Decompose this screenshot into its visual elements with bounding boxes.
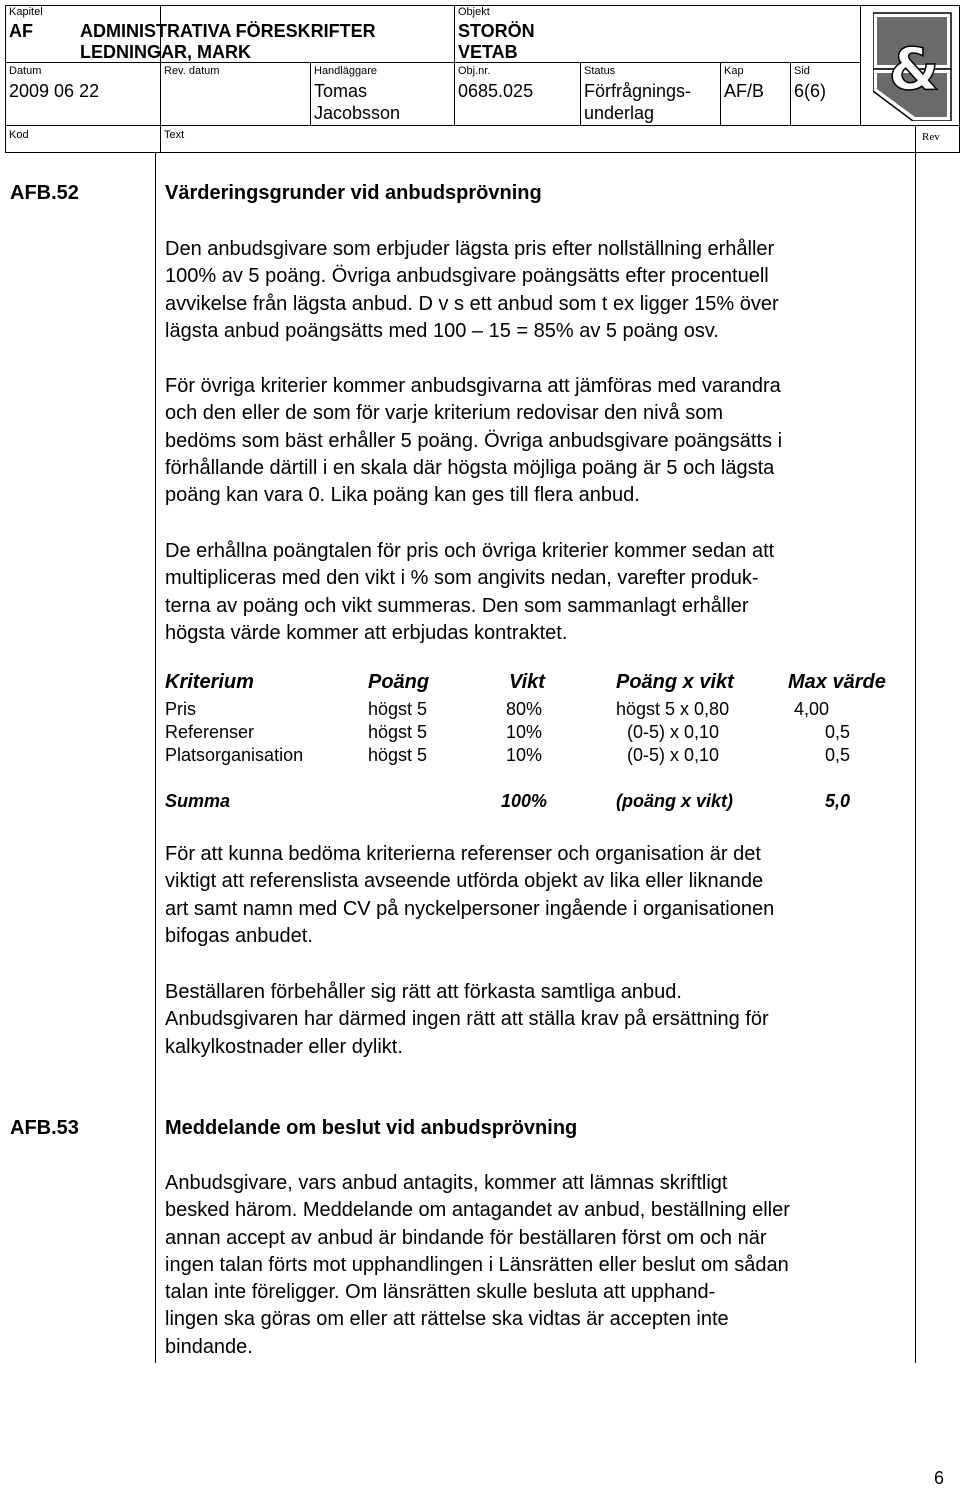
table-cell: 4,00 [794,699,830,719]
handlaggare-label: Handläggare [314,65,377,77]
table-header-row [165,671,905,693]
datum-value: 2009 06 22 [9,81,100,101]
table-sum-cell: Summa [165,791,231,811]
text-label: Text [164,129,185,141]
text-line: poäng kan vara 0. Lika poäng kan ges till flera anbud. [165,484,640,507]
text-line: talan inte föreligger. Om länsrätten skulle besluta att upphand- [165,1281,716,1304]
text-line: Anbudsgivaren har därmed ingen rätt att ställa krav på ersättning för [165,1008,769,1031]
kapitel-value: AF [9,21,33,41]
text-line: För att kunna bedöma kriterierna referenser och organisation är det [165,843,761,865]
table-header-cell: Poäng x vikt [616,671,734,693]
table-header-cell: Vikt [509,671,545,693]
sid-value: 6(6) [794,81,827,101]
section-code: AFB.52 [10,182,79,204]
table-header-cell: Kriterium [165,671,254,693]
rev-label: Rev [922,131,940,143]
table-sum-cell: 5,0 [825,791,851,811]
status-label: Status [584,65,616,77]
table-sum-cell: (poäng x vikt) [616,791,734,811]
text-line: kalkylkostnader eller dylikt. [165,1035,403,1058]
table-cell: (0-5) x 0,10 [627,722,720,742]
text-line: Anbudsgivare, vars anbud antagits, kommer att lämnas skriftligt [165,1172,728,1194]
header-col-divider [720,62,721,125]
objekt-label: Objekt [458,6,490,18]
text-line: 100% av 5 poäng. Övriga anbudsgivare poängsätts efter procentuell [165,265,769,288]
body-rev-divider [915,153,916,1363]
body-column-divider [155,153,156,1363]
text-line: Den anbudsgivare som erbjuder lägsta pris efter nollställning erhåller [165,238,775,260]
handlaggare-line2: Jacobsson [314,103,401,123]
table-cell: Platsorganisation [165,745,304,765]
table-cell: högst 5 [368,699,428,719]
kapitel-label: Kapitel [9,6,43,18]
header-col-divider [915,125,916,153]
text-line: besked härom. Meddelande om antagandet av anbud, beställning eller [165,1199,790,1222]
text-line: art samt namn med CV på nyckelpersoner ingående i organisationen [165,897,775,920]
table-cell: (0-5) x 0,10 [627,745,720,765]
handlaggare-line1: Tomas [314,81,368,101]
table-cell: högst 5 x 0,80 [616,699,730,719]
section-heading: Värderingsgrunder vid anbudsprövning [165,182,542,204]
text-line: bifogas anbudet. [165,924,313,947]
objnr-value: 0685.025 [458,81,534,101]
table-cell: 0,5 [825,722,851,742]
table-cell: Pris [165,699,196,719]
table-cell: högst 5 [368,722,428,742]
table-cell: Referenser [165,722,255,742]
text-line: multipliceras med den vikt i % som angivits nedan, varefter produk- [165,567,759,590]
document-title-line2: LEDNINGAR, MARK [80,42,251,62]
table-cell: 0,5 [825,745,851,765]
header-col-divider [790,62,791,125]
table-row [165,698,905,720]
rev-datum-label: Rev. datum [164,65,220,77]
table-sum-cell: 100% [501,791,548,811]
table-sum-row [165,790,905,812]
table-cell: 80% [506,699,543,719]
header-col-divider [160,62,161,125]
kod-label: Kod [9,129,29,141]
text-line: viktigt att referenslista avseende utförda objekt av lika eller liknande [165,870,764,893]
paragraph [165,1170,905,1361]
paragraph [165,841,905,950]
table-row [165,744,905,766]
table-cell: 10% [506,722,543,742]
section-heading: Meddelande om beslut vid anbudsprövning [165,1117,578,1139]
text-line: bedöms som bäst erhåller 5 poäng. Övriga anbudsgivare poängsätts i [165,429,783,452]
header-border-bottom [5,152,960,153]
text-line: lägsta anbud poängsätts med 100 – 15 = 85% av 5 poäng osv. [165,319,719,342]
table-header-cell: Max värde [788,671,886,693]
text-line: bindande. [165,1335,253,1358]
header-row-divider-2 [5,125,960,126]
company-logo-icon [873,11,955,121]
status-line1: Förfrågnings- [584,81,692,101]
section-code: AFB.53 [10,1117,79,1139]
kap-label: Kap [724,65,744,77]
text-line: lingen ska göras om eller att rättelse ska vidtas är accepten inte [165,1308,729,1331]
paragraph [165,979,905,1061]
objekt-line2: VETAB [458,42,518,62]
text-line: ingen talan förts mot upphandlingen i Länsrätten eller beslut om sådan [165,1253,789,1276]
kap-value: AF/B [724,81,765,101]
datum-label: Datum [9,65,42,77]
page-number: 6 [934,1468,945,1488]
header-col-divider [454,5,455,125]
table-cell: 10% [506,745,543,765]
paragraph [165,538,905,647]
text-line: högsta värde kommer att erbjudas kontraktet. [165,621,568,644]
document-header [5,5,960,153]
sid-label: Sid [794,65,810,77]
header-border-left [5,5,6,153]
header-col-divider [160,125,161,153]
text-line: Beställaren förbehåller sig rätt att förkasta samtliga anbud. [165,981,682,1003]
text-line: och den eller de som för varje kriterium redovisar den nivå som [165,402,724,425]
header-col-divider [310,62,311,125]
text-line: terna av poäng och vikt summeras. Den som sammanlagt erhåller [165,594,749,617]
text-line: förhållande därtill i en skala där högsta möjliga poäng är 5 och lägsta [165,456,775,479]
text-line: För övriga kriterier kommer anbudsgivarna att jämföras med varandra [165,375,781,397]
status-line2: underlag [584,103,655,123]
objekt-line1: STORÖN [458,21,535,41]
table-row [165,721,905,743]
svg-text:&: & [888,35,940,103]
header-col-divider [580,62,581,125]
table-header-cell: Poäng [368,671,430,693]
text-line: avvikelse från lägsta anbud. D v s ett anbud som t ex ligger 15% över [165,292,779,315]
header-col-divider [860,5,861,125]
paragraph [165,373,905,509]
text-line: De erhållna poängtalen för pris och övriga kriterier kommer sedan att [165,540,775,562]
table-cell: högst 5 [368,745,428,765]
paragraph [165,236,905,345]
objnr-label: Obj.nr. [458,65,491,77]
document-title-line1: ADMINISTRATIVA FÖRESKRIFTER [80,21,376,41]
text-line: annan accept av anbud är bindande för beställaren först om och när [165,1226,767,1249]
